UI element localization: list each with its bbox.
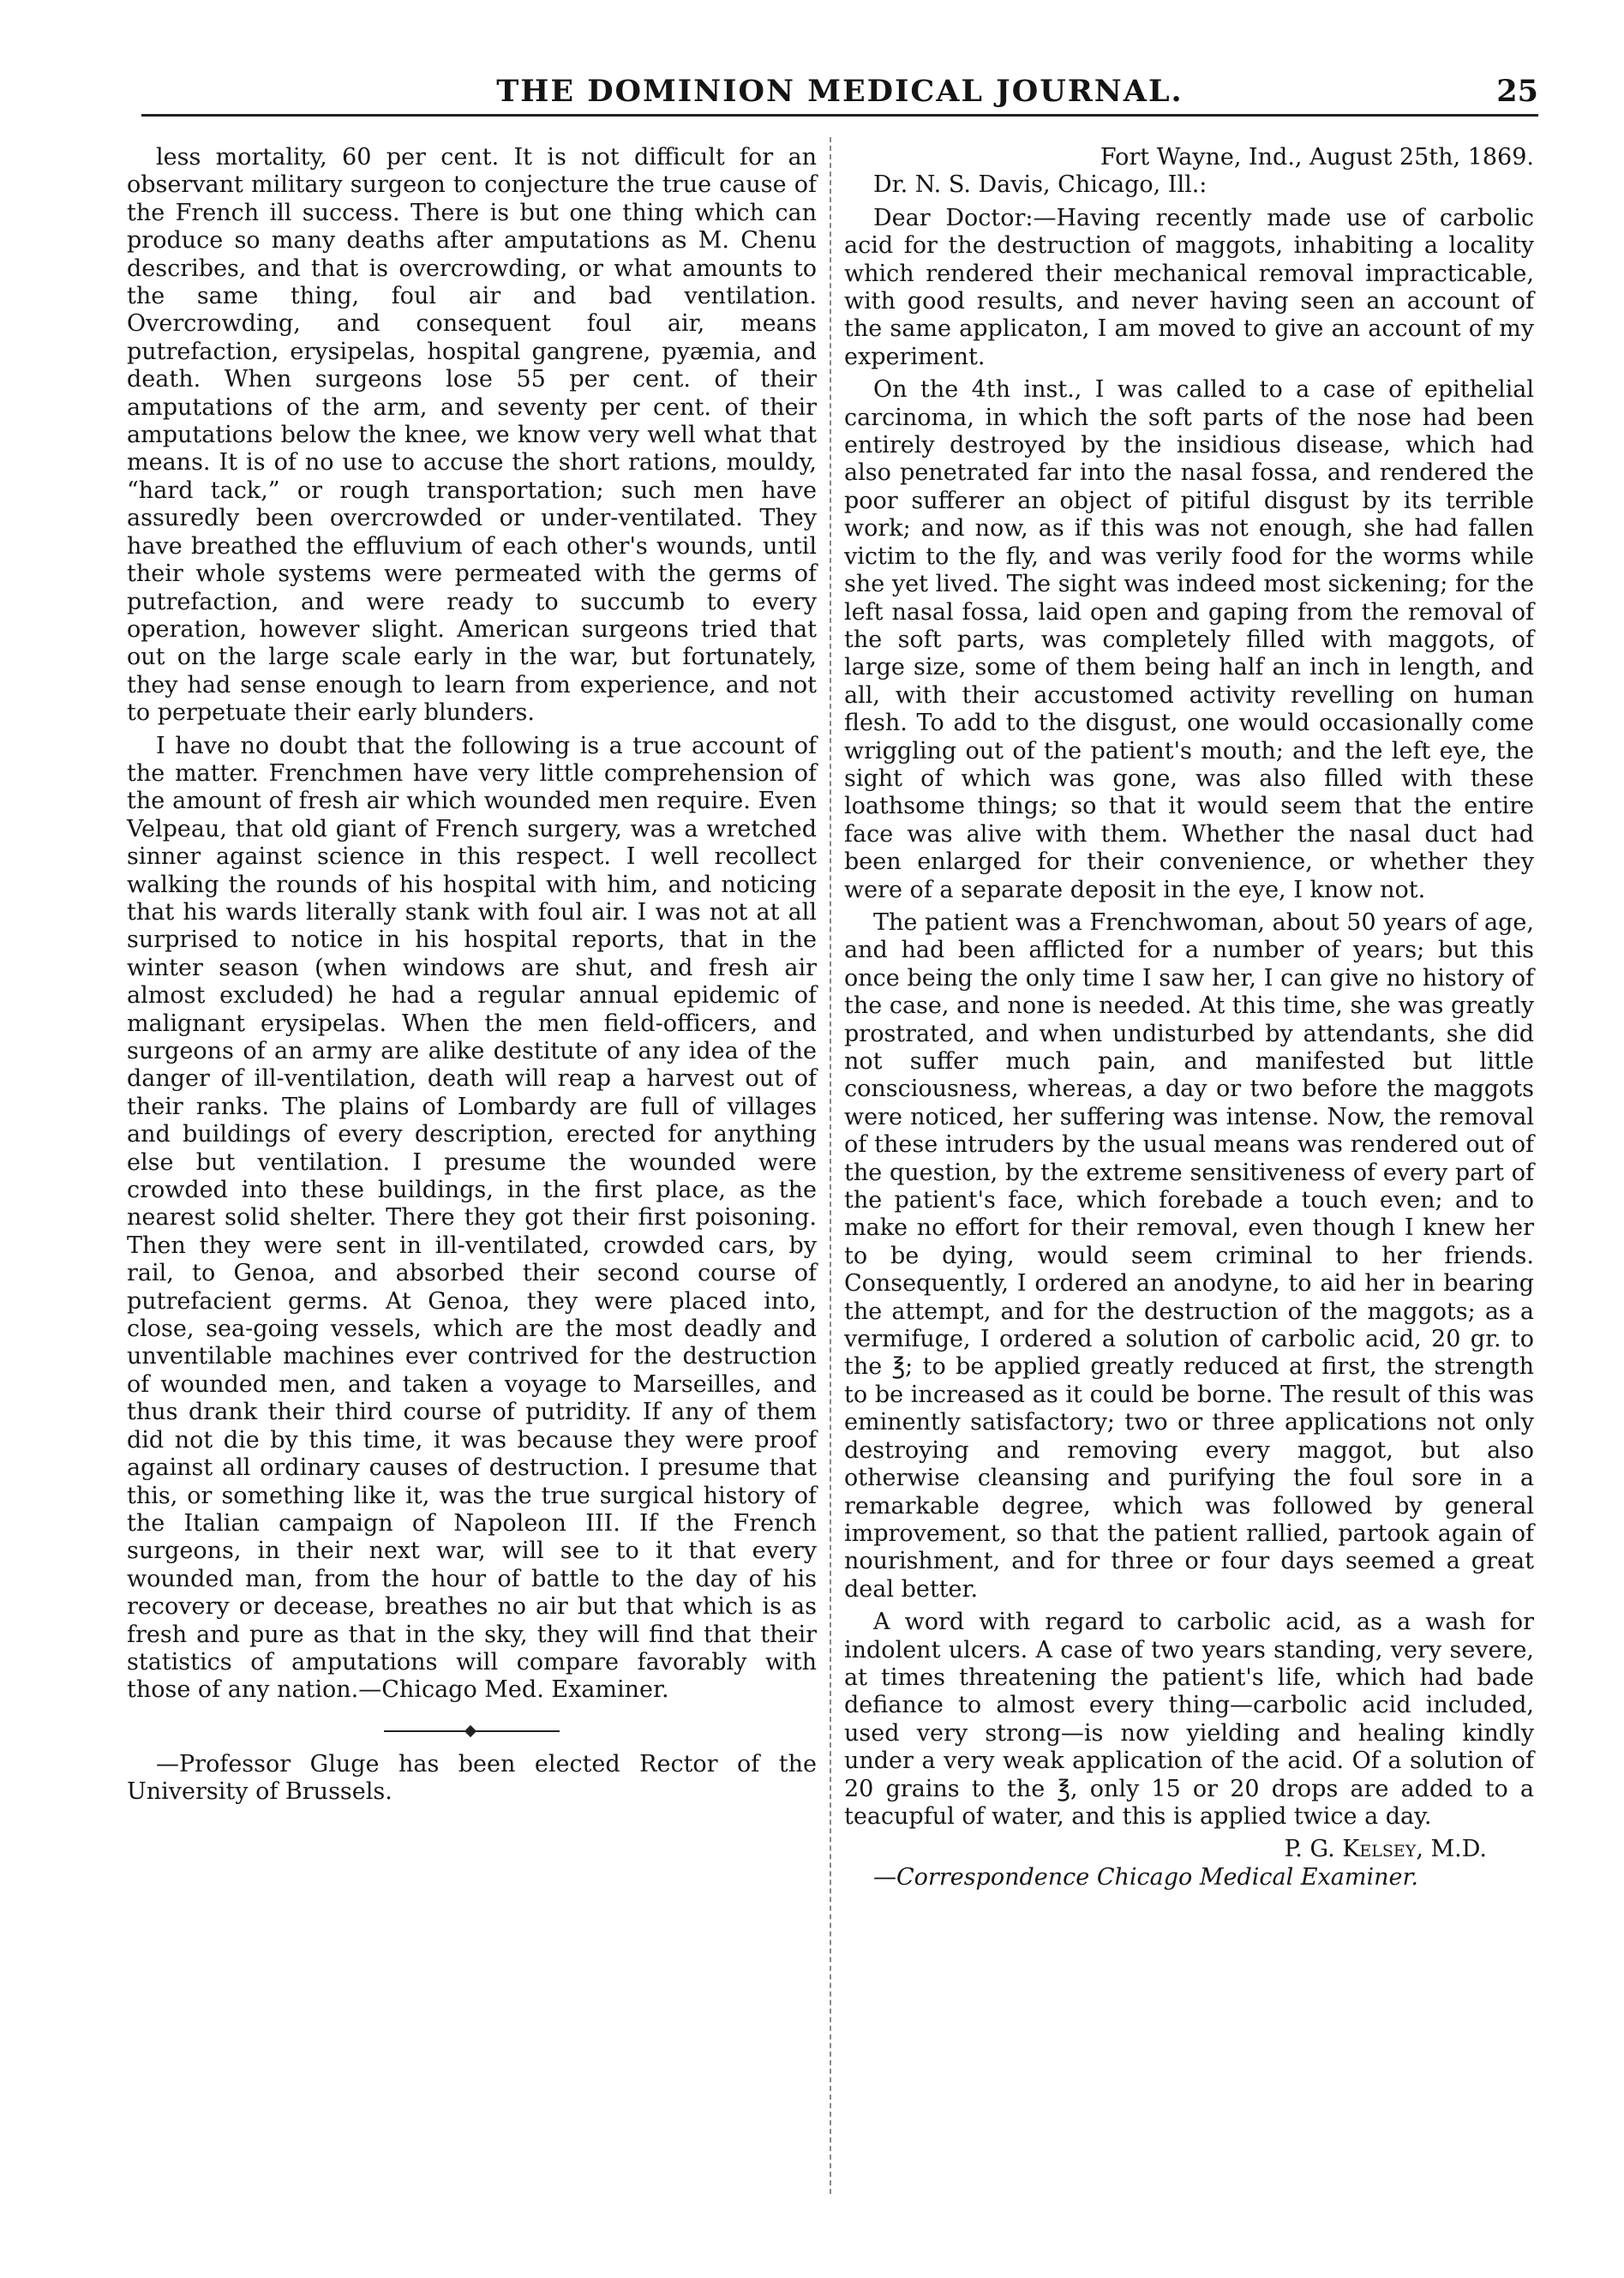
running-header [141,62,1538,117]
letter-source: —Correspondence Chicago Medical Examiner. [873,1863,1418,1891]
news-item: —Professor Gluge has been elected Rector of the University of Brussels. [127,1750,817,1806]
journal-title: THE DOMINION MEDICAL JOURNAL. [496,74,1184,109]
letter-paragraph: A word with regard to carbolic acid, as a wash for indolent ulcers. A case of two years standing, very severe, at times threatening the patient's life, which had bade defiance to almost every thing—carbolic acid included, used very strong—is now yielding and healing kindly under a very weak application of the acid. Of a solution of 20 grains to the ℥, only 15 or 20 drops are added to a teacupful of water, and this is applied twice a day. [844,1609,1534,1830]
letter-paragraph: Dear Doctor:—Having recently made use of carbolic acid for the destruction of maggots, inhabiting a locality which rendered their mechanical removal impracticable, with good results, and never having seen an account of the same applicaton, I am moved to give an account of my experiment. [844,204,1534,370]
header-rule [141,114,1538,117]
letter-signature: P. G. Kelsey, M.D. [1284,1836,1487,1863]
article-paragraph: less mortality, 60 per cent. It is not difficult for an observant military surgeon to conjecture the true cause of the French ill success. There is but one thing which can produce so many deaths after amputations as M. Chenu describes, and that is overcrowding, or what amounts to the same thing, foul air and bad ventilation. Overcrowding, and consequent foul air, means putrefaction, erysipelas, hospital gangrene, pyæmia, and death. When surgeons lose 55 per cent. of their amputations of the arm, and seventy per cent. of their amputations below the knee, we know very well what that means. It is of no use to accuse the short rations, mouldy, “hard tack,” or rough transportation; such men have assuredly been overcrowded or under-ventilated. They have breathed the effluvium of each other's wounds, until their whole systems were permeated with the germs of putrefaction, and were ready to succumb to every operation, however slight. American surgeons tried that out on the large scale early in the war, but fortunately, they had sense enough to learn from experience, and not to perpetuate their early blunders. [127,144,817,727]
letter-paragraph: On the 4th inst., I was called to a case of epithelial carcinoma, in which the soft parts of the nose had been entirely destroyed by the insidious disease, which had also penetrated far into the nasal fossa, and rendered the poor sufferer an object of pitiful disgust by its terrible work; and now, as if this was not enough, she had fallen victim to the fly, and was verily food for the worms while she yet lived. The sight was indeed most sickening; for the left nasal fossa, laid open and gaping from the removal of the soft parts, was completely filled with maggots, of large size, some of them being half an inch in length, and all, with their accustomed activity revelling on human flesh. To add to the disgust, one would occasionally come wriggling out of the patient's mouth; and the left eye, the sight of which was gone, was also filled with these loathsome things; so that it would seem that the entire face was alive with them. Whether the nasal duct had been enlarged for their convenience, or whether they were of a separate deposit in the eye, I know not. [844,376,1534,903]
section-divider-ornament [384,1730,560,1732]
article-paragraph: I have no doubt that the following is a true account of the matter. Frenchmen have very little comprehension of the amount of fresh air which wounded men require. Even Velpeau, that old giant of French surgery, was a wretched sinner against science in this respect. I well recollect walking the rounds of his hospital with him, and noticing that his wards literally stank with foul air. I was not at all surprised to notice in his hospital reports, that in the winter season (when windows are shut, and fresh air almost excluded) he had a regular annual epidemic of malignant erysipelas. When the men field-officers, and surgeons of an army are alike destitute of any idea of the danger of ill-ventilation, death will reap a harvest out of their ranks. The plains of Lombardy are full of villages and buildings of every description, erected for anything else but ventilation. I presume the wounded were crowded into these buildings, in the first place, as the nearest solid shelter. There they got their first poisoning. Then they were sent in ill-ventilated, crowded cars, by rail, to Genoa, and absorbed their second course of putrefacient germs. At Genoa, they were placed into, close, sea-going vessels, which are the most deadly and unventilable machines ever contrived for the destruction of wounded men, and taken a voyage to Marseilles, and thus drank their third course of putridity. If any of them did not die by this time, it was because they were proof against all ordinary causes of destruction. I presume that this, or something like it, was the true surgical history of the Italian campaign of Napoleon III. If the French surgeons, in their next war, will see to it that every wounded man, from the hour of battle to the day of his recovery or decease, breathes no air but that which is as fresh and pure as that in the sky, they will find that their statistics of amputations will compare favorably with those of any nation.—Chicago Med. Examiner. [127,732,817,1704]
column-divider [830,137,831,2194]
letter-addressee: Dr. N. S. Davis, Chicago, Ill.: [873,171,1208,199]
left-column [127,144,817,1812]
page-number: 25 [1496,74,1538,109]
letter-dateline: Fort Wayne, Ind., August 25th, 1869. [1100,144,1534,171]
letter-paragraph: The patient was a Frenchwoman, about 50 years of age, and had been afflicted for a number of years; but this once being the only time I saw her, I can give no history of the case, and none is needed. At this time, she was greatly prostrated, and when undisturbed by attendants, she did not suffer much pain, and manifested but little consciousness, whereas, a day or two before the maggots were noticed, her suffering was intense. Now, the removal of these intruders by the usual means was rendered out of the question, by the extreme sensitiveness of every part of the patient's face, which forebade a touch even; and to make no effort for their removal, even though I knew her to be dying, would seem criminal to her friends. Consequently, I ordered an anodyne, to aid her in bearing the attempt, and for the destruction of the maggots; as a vermifuge, I ordered a solution of carbolic acid, 20 gr. to the ℥; to be applied greatly reduced at first, the strength to be increased as it could be borne. The result of this was eminently satisfactory; two or three applications not only destroying and removing every maggot, but also otherwise cleansing and purifying the foul sore in a remarkable degree, which was followed by general improvement, so that the patient rallied, partook again of nourishment, and for three or four days seemed a great deal better. [844,908,1534,1603]
right-column [844,144,1534,1897]
